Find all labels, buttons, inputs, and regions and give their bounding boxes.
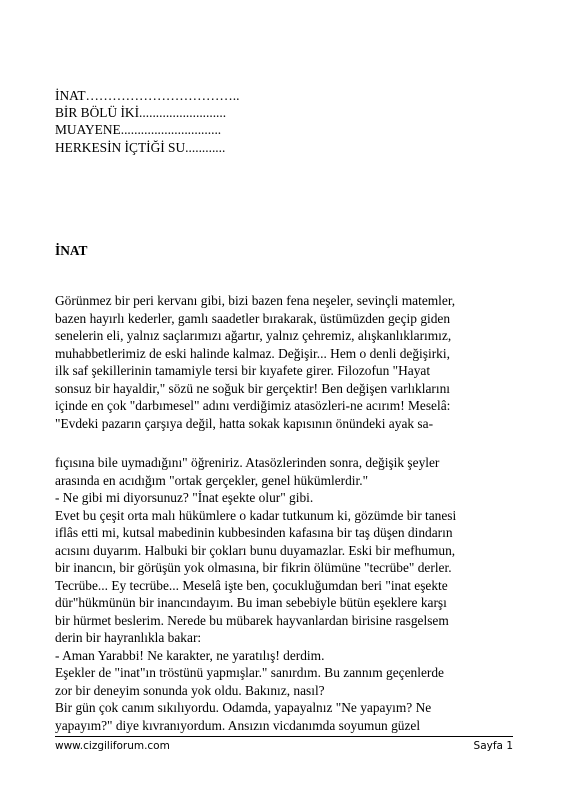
toc-entry: HERKESİN İÇTİĞİ SU............ [55, 139, 226, 155]
page-number: Sayfa 1 [473, 740, 513, 752]
page-footer [55, 740, 513, 752]
text-line: derin bir hayranlıkla bakar: [55, 630, 202, 645]
toc-entry: İNAT…………………………….. [55, 88, 240, 103]
section-heading: İNAT [55, 243, 88, 258]
text-line: Eşekler de "inat"ın tröstünü yapmışlar." sanırdım. Bu zannım geçenlerde [55, 665, 445, 680]
text-line: - Aman Yarabbi! Ne karakter, ne yaratılış! derdim. [55, 647, 325, 663]
text-line: Bir gün çok canım sıkılıyordu. Odamda, yapayalnız "Ne yapayım? Ne [55, 700, 432, 715]
text-line: bir hürmet beslerim. Nerede bu mübarek hayvanlardan birisine rasgelsem [55, 612, 449, 628]
text-line: sonsuz bir hayaldir," sözü ne soğuk bir gerçektir! Ben değişen varlıklarını [55, 380, 451, 396]
text-line: Evet bu çeşit orta malı hükümlere o kadar tutkunum ki, gözümde bir tanesi [55, 507, 457, 523]
text-line: arasında en acıdığım "ortak gerçekler, genel hükümlerdir." [55, 472, 369, 488]
text-line: ilk saf şekillerinin tamamiyle tersi bir kıyafete girer. Filozofun "Hayat [55, 363, 431, 378]
text-line: senelerin eli, yalnız saçlarımızı ağartır, yalnız çehremiz, alışkanlıklarımız, [55, 328, 452, 343]
text-line: yapayım?" diye kıvranıyordum. Ansızın vicdanımda soyumun güzel [55, 717, 421, 733]
text-line: bazen hayırlı kederler, gamlı saadetler bırakarak, üstümüzden geçip giden [55, 310, 451, 326]
toc-entry: BİR BÖLÜ İKİ.......................... [55, 105, 227, 121]
text-line: - Ne gibi mi diyorsunuz? "İnat eşekte olur" gibi. [55, 490, 314, 505]
text-line: bir inancın, bir görüşün yok olmasına, bir fikrin ölümüne "tecrübe" derler. [55, 560, 452, 575]
text-line: fıçısına bile uymadığını" öğreniriz. Atasözlerinden sonra, değişik şeyler [55, 455, 440, 470]
text-line: Görünmez bir peri kervanı gibi, bizi bazen fena neşeler, sevinçli matemler, [55, 293, 456, 308]
text-line: "Evdeki pazarın çarşıya değil, hatta sokak kapısının önündeki ayak sa- [55, 415, 434, 431]
text-line: acısını duyarım. Halbuki bir çokları bunu duyamazlar. Eski bir mefhumun, [55, 542, 456, 558]
text-line: içinde en çok "darbımesel" adını verdiğimiz atasözleri-ne acırım! Meselâ: [55, 398, 451, 413]
footer-website: www.cizgiliforum.com [55, 740, 170, 752]
footer-divider [55, 736, 513, 737]
paragraph-2 [55, 454, 517, 734]
text-line: muhabbetlerimiz de eski halinde kalmaz. Değişir... Hem o denli değişirki, [55, 345, 450, 361]
toc-entry: MUAYENE.............................. [55, 122, 222, 138]
text-line: dür"hükmünün bir inancındayım. Bu iman sebebiyle bütün eşeklere karşı [55, 595, 447, 610]
paragraph-1 [55, 292, 517, 432]
text-line: iflâs etti mi, kutsal mabedinin kubbesinden kafasına bir taş düşen dindarın [55, 525, 453, 540]
text-line: zor bir deneyim sonunda yok oldu. Bakınız, nasıl? [55, 682, 325, 698]
table-of-contents [55, 87, 240, 156]
text-line: Tecrübe... Ey tecrübe... Meselâ işte ben, çocukluğumdan beri "inat eşekte [55, 577, 448, 593]
